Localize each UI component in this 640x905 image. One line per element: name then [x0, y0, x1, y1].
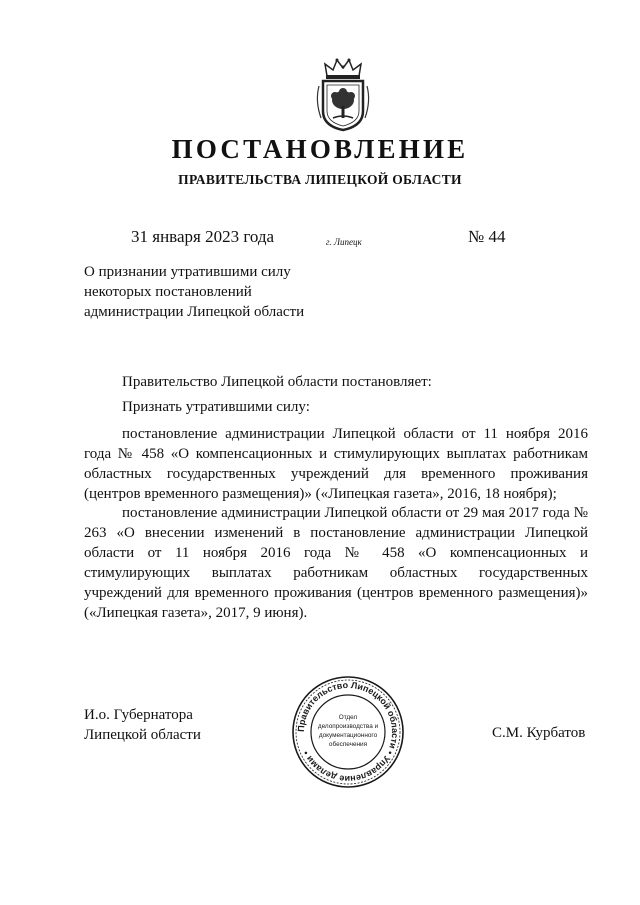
signatory-title-line: И.о. Губернатора [84, 707, 193, 723]
document-date: 31 января 2023 года [131, 227, 275, 246]
document-subject [84, 262, 364, 322]
signatory-title [84, 705, 201, 745]
stamp-inner-line: документационного [318, 732, 378, 739]
stamp-outer-text: Правительство Липецкой области • Управление делами • [295, 679, 401, 785]
subject-line: О признании утратившими силу [84, 264, 291, 280]
stamp-inner-line: Отдел [338, 714, 358, 721]
subject-line: администрации Липецкой области [84, 304, 305, 320]
stamp-inner-line: делопроизводства и [317, 723, 379, 730]
subject-line: некоторых постановлений [84, 284, 252, 300]
stamp-inner-line: обеспечения [328, 741, 368, 748]
signatory-name: С.М. Курбатов [492, 725, 586, 741]
body-paragraph: Правительство Липецкой области постановляет: [122, 374, 432, 390]
signatory-title-line: Липецкой области [84, 727, 201, 743]
body-paragraph: постановление администрации Липецкой области от 11 ноября 2016 года № 458 «О компенсационных и стимулирующих выплатах работникам областных государственных учреждений для временного проживания (центров временного размещения)» («Липецкая газета», 2016, 18 ноября); [84, 426, 588, 502]
document-city: г. Липецк [326, 237, 362, 247]
document-number: № 44 [468, 227, 506, 246]
document-subtitle: ПРАВИТЕЛЬСТВА ЛИПЕЦКОЙ ОБЛАСТИ [178, 172, 462, 187]
official-stamp [291, 675, 405, 789]
coat-of-arms-icon [313, 56, 373, 132]
body-paragraph: Признать утратившими силу: [122, 399, 310, 415]
document-title: ПОСТАНОВЛЕНИЕ [171, 134, 469, 164]
body-paragraph: постановление администрации Липецкой области от 29 мая 2017 года № 263 «О внесении изменений в постановление администрации Липецкой области от 11 ноября 2016 года № 458 «О компенсационных и стимулирующих выплатах работникам областных государственных учреждений для временного проживания (центров временного размещения)» («Липецкая газета», 2017, 9 июня). [84, 505, 588, 621]
